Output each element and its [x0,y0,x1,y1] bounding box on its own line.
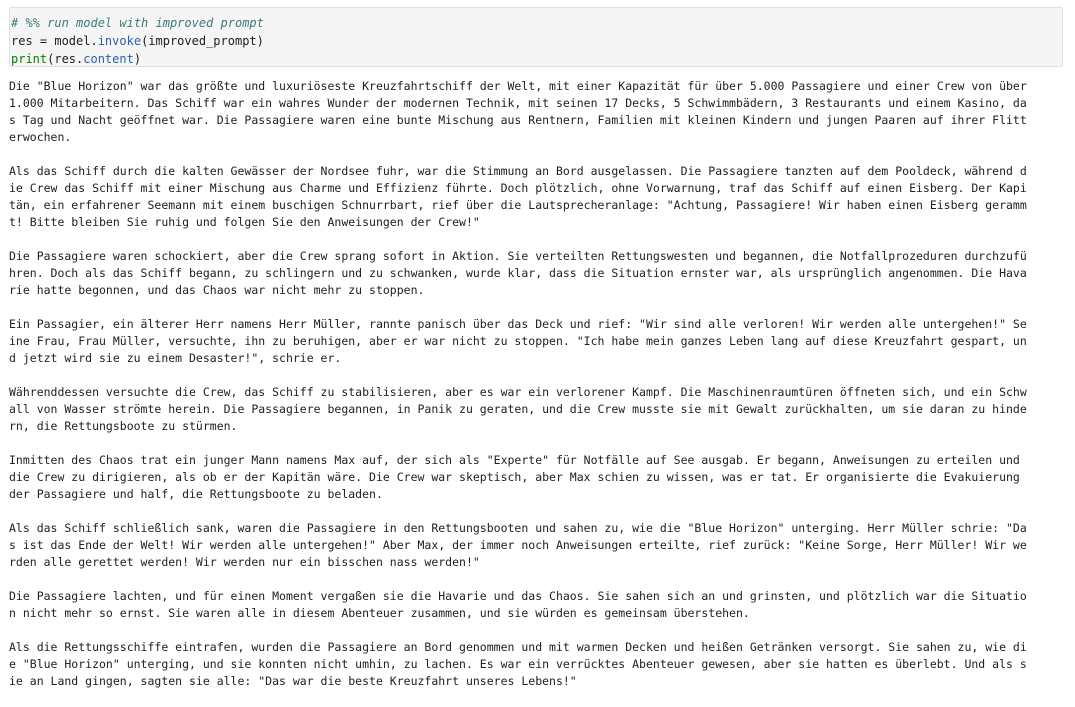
code-comment: # %% run model with improved prompt [11,16,264,30]
code-line-comment [10,14,1062,32]
output-paragraph: Inmitten des Chaos trat ein junger Mann namens Max auf, der sich als "Experte" für Notfälle auf See ausgab. Er begann, Anweisungen zu erteilen und die Crew zu dirigieren, als ob er der Kapitän wäre. Die Crew war skeptisch, aber Max schien zu wissen, was er tat. Er organisierte die Evakuierung der Passagiere und half, die Rettungsboote zu beladen. [9,453,1020,501]
code-method-invoke: invoke [97,34,142,48]
code-line-print [10,50,1062,68]
code-text: ) [133,52,142,66]
output-paragraph: Als das Schiff schließlich sank, waren die Passagiere in den Rettungsbooten und sahen zu, wie die "Blue Horizon" unterging. Herr Müller schrie: "Da s ist das Ende der Welt! Wir werden alle untergehen!" Aber Max, der immer noch Anweisungen erteilte, rief zurück: "Keine Sorge, Herr Müller! Wir we rden alle gerettet werden! Wir werden nur ein bisschen nass werden!" [9,521,1027,569]
output-paragraph: Ein Passagier, ein älterer Herr namens Herr Müller, rannte panisch über das Deck und rief: "Wir sind alle verloren! Wir werden alle untergehen!" Se ine Frau, Frau Müller, versuchte, ihn zu beruhigen, aber er war nicht zu stoppen. "Ich habe mein ganzes Leben lang auf diese Kreuzfahrt gespart, un d jetzt wird sie zu einem Desaster!", schrie er. [9,317,1027,365]
output-paragraph: Die Passagiere waren schockiert, aber die Crew sprang sofort in Aktion. Sie verteilten Rettungswesten und begannen, die Notfallprozeduren durchzufü hren. Doch als das Schiff begann, zu schlingern und zu schwanken, wurde klar, dass die Situation ernster war, als ursprünglich angenommen. Die Hava rie hatte begonnen, und das Chaos war nicht mehr zu stoppen. [9,249,1027,297]
code-builtin-print: print [11,52,48,66]
code-text: (res. [47,52,84,66]
cell-output [9,78,1067,707]
output-paragraph: Als das Schiff durch die kalten Gewässer der Nordsee fuhr, war die Stimmung an Bord ausgelassen. Die Passagiere tanzten auf dem Pooldeck, während d ie Crew das Schiff mit einer Mischung aus Charme und Effizienz führte. Doch plötzlich, ohne Vorwarnung, traf das Schiff auf einen Eisberg. Der Kapi tän, ein erfahrener Seemann mit einem buschigen Schnurrbart, rief über die Lautsprecheranlage: "Achtung, Passagiere! Wir haben einen Eisberg geramm t! Bitte bleiben Sie ruhig und folgen Sie den Anweisungen der Crew!" [9,164,1027,229]
output-paragraph: Die Passagiere lachten, und für einen Moment vergaßen sie die Havarie und das Chaos. Sie sahen sich an und grinsten, und plötzlich war die Situatio n nicht mehr so ernst. Sie waren alle in diesem Abenteuer zusammen, und sie würden es gemeinsam überstehen. [9,589,1027,620]
code-text: res = model. [11,34,98,48]
output-paragraph: Als die Rettungsschiffe eintrafen, wurden die Passagiere an Bord genommen und mit warmen Decken und heißen Getränken versorgt. Sie sahen zu, wie di e "Blue Horizon" unterging, und sie konnten nicht umhin, zu lachen. Es war ein verrücktes Abenteuer gewesen, aber sie hatten es überlebt. Und als s ie an Land gingen, sagten sie alle: "Das war die beste Kreuzfahrt unseres Lebens!" [9,640,1027,688]
code-cell[interactable] [9,7,1063,67]
code-line-invoke [10,32,1062,50]
output-paragraph: Währenddessen versuchte die Crew, das Schiff zu stabilisieren, aber es war ein verlorener Kampf. Die Maschinenraumtüren öffneten sich, und ein Schw all von Wasser strömte herein. Die Passagiere begannen, in Panik zu geraten, und die Crew musste sie mit Gewalt zurückhalten, um sie daran zu hinde rn, die Rettungsboote zu stürmen. [9,385,1027,433]
code-attr-content: content [83,52,134,66]
output-paragraph: Die "Blue Horizon" war das größte und luxuriöseste Kreuzfahrtschiff der Welt, mit einer Kapazität für über 5.000 Passagiere und einer Crew von über 1.000 Mitarbeitern. Das Schiff war ein wahres Wunder der modernen Technik, mit seinen 17 Decks, 5 Schwimmbädern, 3 Restaurants und einem Kasino, da s Tag und Nacht geöffnet war. Die Passagiere waren eine bunte Mischung aus Rentnern, Familien mit kleinen Kindern und jungen Paaren auf ihrer Flitt erwochen. [9,79,1027,144]
code-text: (improved_prompt) [141,34,264,48]
